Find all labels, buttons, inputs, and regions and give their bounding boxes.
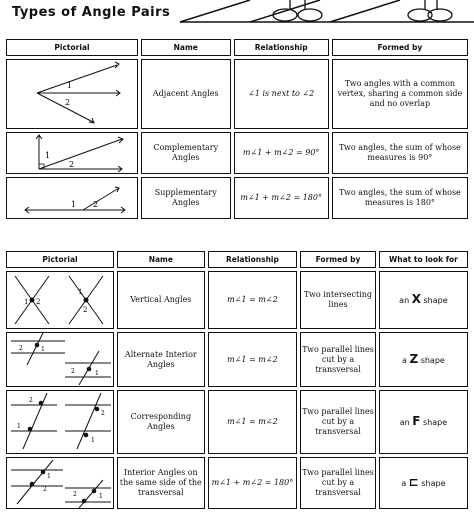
supplementary-name: Supplementary Angles [141,177,231,219]
angle-label-1: 1 [67,81,73,90]
header-formed-by: Formed by [300,251,376,268]
header-relationship: Relationship [208,251,298,268]
adjacent-name: Adjacent Angles [141,59,231,129]
look-for-prefix: an [399,418,410,427]
vertical-angles-diagram [6,271,114,329]
look-for-prefix: an [399,296,410,305]
same-side-interior-relationship: m∠1 + m∠2 = 180° [208,457,298,509]
angle-label-2: 2 [43,486,47,493]
corresponding-relationship: m∠1 = m∠2 [208,390,298,454]
angle-label-2: 2 [65,98,71,107]
table-row-supplementary [6,177,468,219]
supplementary-angles-diagram [6,177,138,219]
look-for-prefix: a [401,355,407,365]
same-side-interior-name: Interior Angles on the same side of the transversal [117,457,205,509]
angle-label-2: 2 [93,200,99,209]
table-row-corresponding [6,390,468,454]
vertical-look-for [379,271,468,329]
angle-label-1: 1 [95,370,99,377]
x-shape-glyph: X [411,292,421,306]
alternate-interior-relationship: m∠1 = m∠2 [208,332,298,387]
angle-label-1: 1 [78,288,83,296]
c-shape-glyph: ⊏ [408,475,419,489]
angle-label-1: 1 [91,437,95,444]
look-for-suffix: shape [423,296,448,305]
angle-label-2: 2 [29,397,33,404]
angle-label-1: 1 [45,151,51,160]
table-row-complementary [6,132,468,174]
f-shape-glyph: F [412,414,421,428]
table-row-same-side-interior [6,457,468,509]
look-for-suffix: shape [420,355,445,365]
angle-label-2: 2 [83,306,88,314]
header-pictorial: Pictorial [6,39,138,56]
corresponding-name: Corresponding Angles [117,390,205,454]
vertical-relationship: m∠1 = m∠2 [208,271,298,329]
page-title: Types of Angle Pairs [12,5,171,20]
alternate-interior-formed-by: Two parallel lines cut by a transversal [300,332,376,387]
complementary-formed-by: Two angles, the sum of whose measures is 90° [332,132,468,174]
corresponding-formed-by: Two parallel lines cut by a transversal [300,390,376,454]
header-relationship: Relationship [234,39,329,56]
header-name: Name [141,39,231,56]
adjacent-angles-diagram [6,59,138,129]
angle-pairs-table-2 [3,248,471,512]
supplementary-relationship: m∠1 + m∠2 = 180° [234,177,329,219]
alternate-interior-name: Alternate Interior Angles [117,332,205,387]
angle-label-1: 1 [99,493,103,500]
decorative-doodle [0,0,474,40]
complementary-name: Complementary Angles [141,132,231,174]
corresponding-look-for [379,390,468,454]
angle-label-2: 2 [71,368,75,375]
angle-label-1: 1 [47,473,51,480]
corresponding-angles-diagram [6,390,114,454]
alternate-interior-angles-diagram [6,332,114,387]
header-pictorial: Pictorial [6,251,114,268]
table-row-alternate-interior [6,332,468,387]
alternate-interior-look-for [379,332,468,387]
angle-label-1: 1 [41,346,45,353]
angle-label-2: 2 [69,160,75,169]
header-formed-by: Formed by [332,39,468,56]
angle-pairs-table-1 [3,36,471,222]
adjacent-relationship: ∠1 is next to ∠2 [234,59,329,129]
angle-label-1: 1 [17,423,21,430]
angle-label-1: 1 [24,298,29,306]
look-for-prefix: a [401,479,407,488]
angle-label-2: 2 [36,298,41,306]
angle-label-2: 2 [101,410,105,417]
look-for-suffix: shape [422,418,448,427]
adjacent-formed-by: Two angles with a common vertex, sharing a common side and no overlap [332,59,468,129]
vertical-formed-by: Two intersecting lines [300,271,376,329]
angle-label-2: 2 [73,491,77,498]
vertical-name: Vertical Angles [117,271,205,329]
header-name: Name [117,251,205,268]
table-row-vertical [6,271,468,329]
look-for-suffix: shape [421,479,446,488]
angle-label-2: 2 [19,345,23,352]
complementary-angles-diagram [6,132,138,174]
angle-label-1: 1 [71,200,77,209]
same-side-interior-look-for [379,457,468,509]
z-shape-glyph: Z [409,351,419,366]
same-side-interior-angles-diagram [6,457,114,509]
supplementary-formed-by: Two angles, the sum of whose measures is 180° [332,177,468,219]
header-what-to-look-for: What to look for [379,251,468,268]
complementary-relationship: m∠1 + m∠2 = 90° [234,132,329,174]
same-side-interior-formed-by: Two parallel lines cut by a transversal [300,457,376,509]
table-row-adjacent [6,59,468,129]
